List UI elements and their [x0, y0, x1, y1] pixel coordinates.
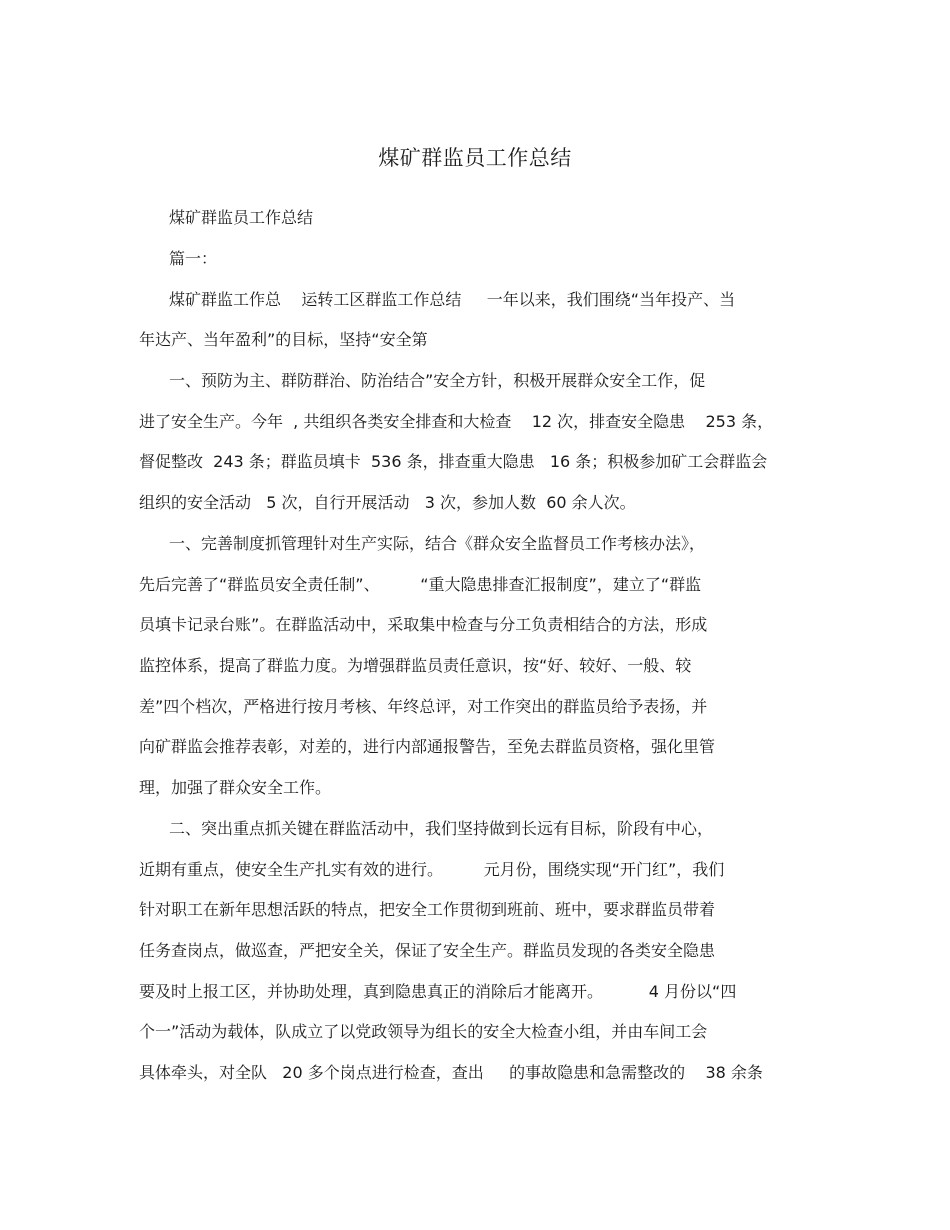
- paragraph-line: 煤矿群监工作总 运转工区群监工作总结 一年以来，我们围绕“当年投产、当: [169, 290, 736, 309]
- document-title: 煤矿群监员工作总结: [378, 146, 572, 170]
- paragraph-line: 督促整改 243 条；群监员填卡 536 条，排查重大隐患 16 条；积极参加矿工会群监会: [139, 452, 768, 471]
- paragraph-line: 针对职工在新年思想活跃的特点，把安全工作贯彻到班前、班中，要求群监员带着: [139, 900, 716, 919]
- paragraph-line: 理，加强了群众安全工作。: [139, 778, 332, 797]
- paragraph-line: 年达产、当年盈利”的目标，坚持“安全第: [139, 330, 428, 349]
- subtitle-line: 煤矿群监员工作总结: [169, 208, 314, 227]
- paragraph-line: 监控体系，提高了群监力度。为增强群监员责任意识，按“好、较好、一般、较: [139, 656, 692, 675]
- paragraph-line: 个一”活动为载体，队成立了以党政领导为组长的安全大检查小组，并由车间工会: [139, 1022, 708, 1041]
- paragraph-line: 先后完善了“群监员安全责任制”、 “重大隐患排查汇报制度”，建立了“群监: [139, 575, 702, 594]
- paragraph-line: 差”四个档次，严格进行按月考核、年终总评，对工作突出的群监员给予表扬，并: [139, 697, 708, 716]
- paragraph-line: 向矿群监会推荐表彰，对差的，进行内部通报警告，至免去群监员资格，强化里管: [139, 737, 716, 756]
- paragraph-line: 组织的安全活动 5 次，自行开展活动 3 次，参加人数 60 余人次。: [139, 493, 636, 512]
- paragraph-line: 要及时上报工区，并协助处理，真到隐患真正的消除后才能离开。 4 月份以“四: [139, 982, 737, 1001]
- paragraph-line: 任务查岗点，做巡查，严把安全关，保证了安全生产。群监员发现的各类安全隐患: [139, 941, 716, 960]
- paragraph-line: 员填卡记录台账”。在群监活动中，采取集中检查与分工负责相结合的方法，形成: [139, 615, 708, 634]
- paragraph-line: 二、突出重点抓关键在群监活动中，我们坚持做到长远有目标，阶段有中心，: [169, 819, 714, 838]
- paragraph-line: 进了安全生产。今年 , 共组织各类安全排查和大检查 12 次，排查安全隐患 253 条，: [139, 412, 774, 431]
- paragraph-line: 具体牵头，对全队 20 多个岗点进行检查，查出 的事故隐患和急需整改的 38 余条: [139, 1063, 763, 1082]
- section-label: 篇一：: [169, 249, 218, 268]
- paragraph-line: 一、完善制度抓管理针对生产实际，结合《群众安全监督员工作考核办法》，: [169, 534, 706, 553]
- paragraph-line: 一、预防为主、群防群治、防治结合”安全方针，积极开展群众安全工作，促: [169, 371, 706, 390]
- paragraph-line: 近期有重点，使安全生产扎实有效的进行。 元月份，围绕实现“开门红”，我们: [139, 860, 725, 879]
